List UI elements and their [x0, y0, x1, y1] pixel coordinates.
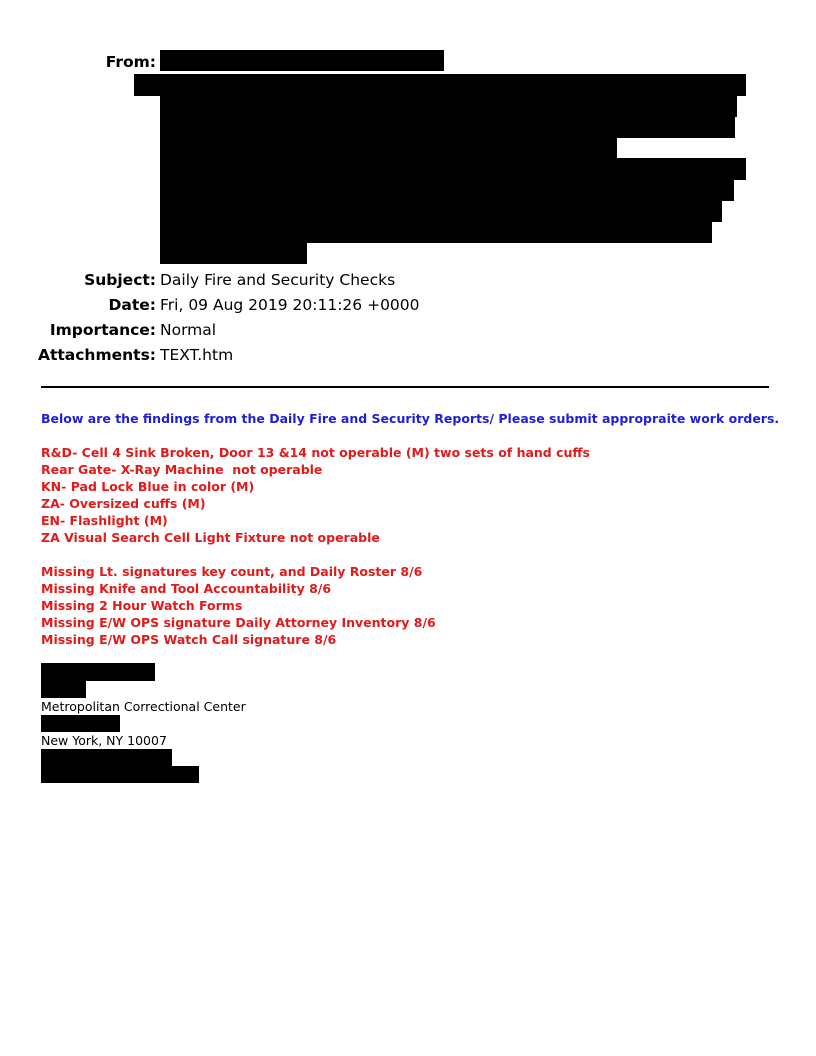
redacted-recipients: [160, 96, 737, 117]
signature-city: New York, NY 10007: [41, 733, 167, 748]
redacted-recipients: [160, 201, 722, 222]
redacted-signature-phone: [41, 749, 172, 766]
finding-line: ZA Visual Search Cell Light Fixture not operable: [41, 530, 380, 545]
redacted-signature-title: [41, 681, 86, 698]
importance-value: Normal: [160, 321, 217, 339]
signature-org: Metropolitan Correctional Center: [41, 699, 246, 714]
missing-line: Missing Lt. signatures key count, and Daily Roster 8/6: [41, 564, 423, 579]
missing-line: Missing E/W OPS Watch Call signature 8/6: [41, 632, 337, 647]
finding-line: EN- Flashlight (M): [41, 513, 168, 528]
redacted-recipients: [160, 222, 712, 243]
finding-line: KN- Pad Lock Blue in color (M): [41, 479, 255, 494]
finding-line: Rear Gate- X-Ray Machine not operable: [41, 462, 323, 477]
finding-line: ZA- Oversized cuffs (M): [41, 496, 206, 511]
redacted-sender: [160, 50, 444, 71]
finding-line: R&D- Cell 4 Sink Broken, Door 13 &14 not operable (M) two sets of hand cuffs: [41, 445, 590, 460]
subject-value: Daily Fire and Security Checks: [160, 271, 396, 289]
redacted-signature-email: [41, 766, 199, 783]
subject-label: Subject:: [84, 271, 156, 289]
date-label: Date:: [108, 296, 156, 314]
redacted-recipients: [160, 158, 746, 180]
date-value: Fri, 09 Aug 2019 20:11:26 +0000: [160, 296, 420, 314]
header-divider: [41, 386, 769, 388]
importance-label: Importance:: [49, 321, 156, 339]
missing-line: Missing Knife and Tool Accountability 8/6: [41, 581, 332, 596]
intro-text: Below are the findings from the Daily Fire and Security Reports/ Please submit appropraite work orders.: [41, 411, 780, 426]
from-label: From:: [105, 53, 156, 71]
missing-line: Missing E/W OPS signature Daily Attorney Inventory 8/6: [41, 615, 436, 630]
redacted-signature-address: [41, 715, 120, 732]
redacted-recipients: [134, 74, 746, 96]
redacted-signature-name: [41, 663, 155, 681]
redacted-recipients: [160, 138, 617, 159]
attachments-label: Attachments:: [37, 346, 156, 364]
attachments-value: TEXT.htm: [160, 346, 234, 364]
redacted-recipients: [160, 180, 734, 201]
redacted-recipients: [160, 243, 307, 264]
missing-line: Missing 2 Hour Watch Forms: [41, 598, 243, 613]
redacted-recipients: [160, 117, 735, 138]
